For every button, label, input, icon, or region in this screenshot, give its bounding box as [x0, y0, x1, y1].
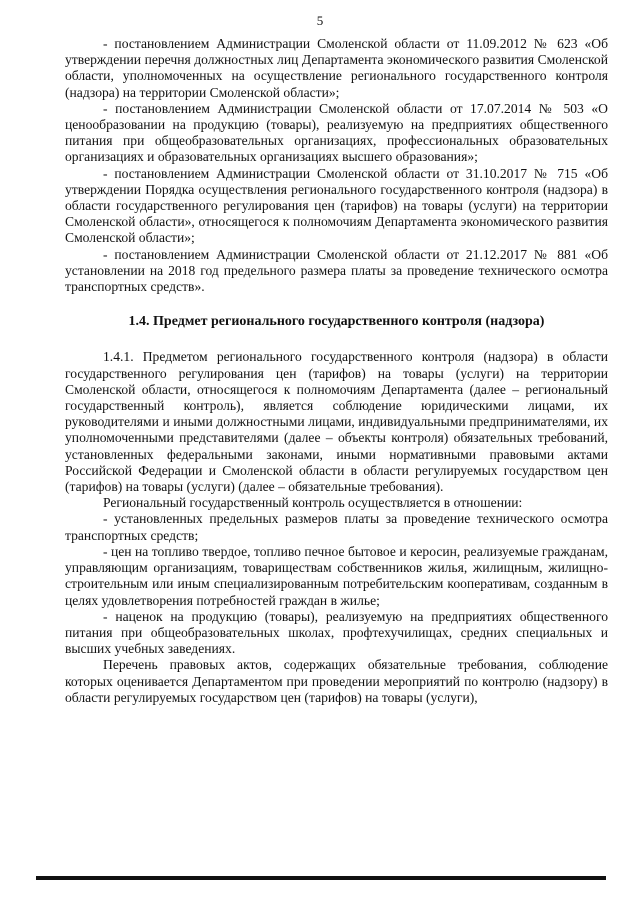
paragraph-1-4-1: 1.4.1. Предметом регионального государственного контроля (надзора) в области государственного регулирования цен (тарифов) на товары (услуги) на территории Смоленской области, относящегося к полномочиям Департамента (далее – региональный государственный контроль), является соблюдение юридическими лицами, их руководителями и иными должностными лицами, индивидуальными предпринимателями, их уполномоченными представителями (далее – объекты контроля) обязательных требований, установленных федеральными законами, иными нормативными правовыми актами Российской Федерации и Смоленской области в области регулируемых государством цен (тарифов) на товары (услуги) (далее – обязательные требования).: [65, 349, 608, 495]
list-item: - постановлением Администрации Смоленской области от 31.10.2017 № 715 «Об утверждении Порядка осуществления регионального государственного контроля (надзора) в области государственного регулирования цен (тарифов) на товары (услуги) на территории Смоленской области», относящегося к полномочиям Департамента экономического развития Смоленской области»;: [65, 165, 608, 246]
list-item: - постановлением Администрации Смоленской области от 21.12.2017 № 881 «Об установлении на 2018 год предельного размера платы за проведение технического осмотра транспортных средств».: [65, 246, 608, 295]
control-intro: Региональный государственный контроль осуществляется в отношении:: [103, 495, 523, 511]
list-item: - установленных предельных размеров платы за проведение технического осмотра транспортных средств;: [65, 511, 608, 543]
list-item: - постановлением Администрации Смоленской области от 17.07.2014 № 503 «О ценообразовании на продукцию (товары), реализуемую на предприятиях общественного питания при общеобразовательных организациях, профессиональных образовательных организациях и образовательных организациях высшего образования»;: [65, 100, 608, 165]
document-body: [65, 36, 608, 706]
section-heading: 1.4. Предмет регионального государственного контроля (надзора): [128, 314, 545, 330]
page-number: 5: [316, 13, 324, 28]
list-item: - наценок на продукцию (товары), реализуемую на предприятиях общественного питания при общеобразовательных школах, профтехучилищах, средних специальных и высших учебных заведениях.: [65, 608, 608, 657]
bottom-rule: [36, 876, 606, 880]
list-item: - цен на топливо твердое, топливо печное бытовое и керосин, реализуемые гражданам, управляющим организациям, товариществам собственников жилья, жилищным, жилищно-строительным или иным специализированным потребительским кооперативам, созданным в целях удовлетворения потребностей граждан в жилье;: [65, 543, 608, 608]
list-item: - постановлением Администрации Смоленской области от 11.09.2012 № 623 «Об утверждении перечня должностных лиц Департамента экономического развития Смоленской области, уполномоченных на осуществление регионального государственного контроля (надзора) на территории Смоленской области»;: [65, 36, 608, 100]
final-paragraph: Перечень правовых актов, содержащих обязательные требования, соблюдение которых оценивается Департаментом при проведении мероприятий по контролю (надзору) в области регулируемых государством цен (тарифов) на товары (услуги),: [65, 657, 608, 705]
control-items-list: [65, 511, 608, 657]
legal-acts-list: [65, 36, 608, 295]
